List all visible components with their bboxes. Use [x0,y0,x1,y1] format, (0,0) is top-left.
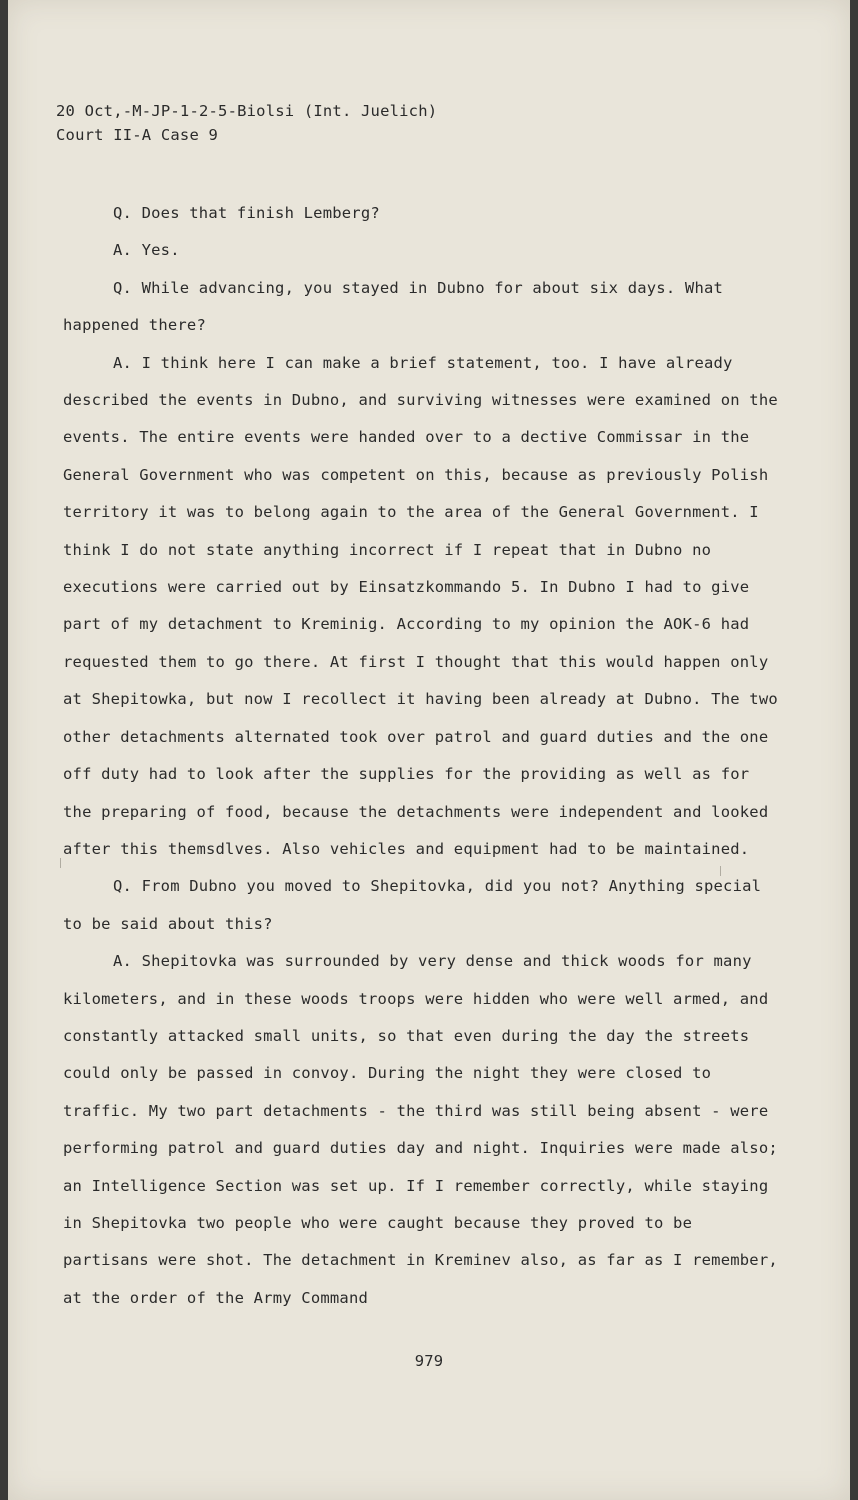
question-paragraph: Q. While advancing, you stayed in Dubno for about six days. What happened there? [63,278,724,335]
document-page [8,0,850,1500]
answer-paragraph: A. I think here I can make a brief statement, too. I have already described the events in Dubno, and surviving witnesses were examined on the events. The entire events were handed over to a dective Commissar in the General Government who was competent on this, because as previously Polish territory it was to belong again to the area of the General Government. I think I do not state anything incorrect if I repeat that in Dubno no executions were carried out by Einsatzkommando 5. In Dubno I had to give part of my detachment to Kreminig. According to my opinion the AOK-6 had requested them to go there. At first I thought that this would happen only at Shepitowka, but now I recollect it having been already at Dubno. The two other detachments alternated took over patrol and guard duties and the one off duty had to look after the supplies for the providing as well as for the preparing of food, because the detachments were independent and looked after this themsdlves. Also vehicles and equipment had to be maintained. [63,353,778,858]
header-court-case: Court II-A Case 9 [56,126,219,144]
answer-paragraph: A. Yes. [113,241,180,260]
question-paragraph: Q. Does that finish Lemberg? [113,204,380,222]
margin-mark [60,858,61,868]
margin-mark [720,866,721,876]
transcript-body [63,195,783,1317]
page-number: 979 [414,1352,444,1370]
answer-paragraph: A. Shepitovka was surrounded by very dense and thick woods for many kilometers, and in these woods troops were hidden who were well armed, and constantly attacked small units, so that even during the day the streets could only be passed in convoy. During the night they were closed to traffic. My two part detachments - the third was still being absent - were performing patrol and guard duties day and night. Inquiries were made also; an Intelligence Section was set up. If I remember correctly, while staying in Shepitovka two people who were caught because they proved to be partisans were shot. The detachment in Kreminev also, as far as I remember, at the order of the Army Command [63,952,778,1307]
question-paragraph: Q. From Dubno you moved to Shepitovka, did you not? Anything special to be said about this? [63,877,762,933]
header-case-reference: 20 Oct,-M-JP-1-2-5-Biolsi (Int. Juelich) [56,102,438,120]
